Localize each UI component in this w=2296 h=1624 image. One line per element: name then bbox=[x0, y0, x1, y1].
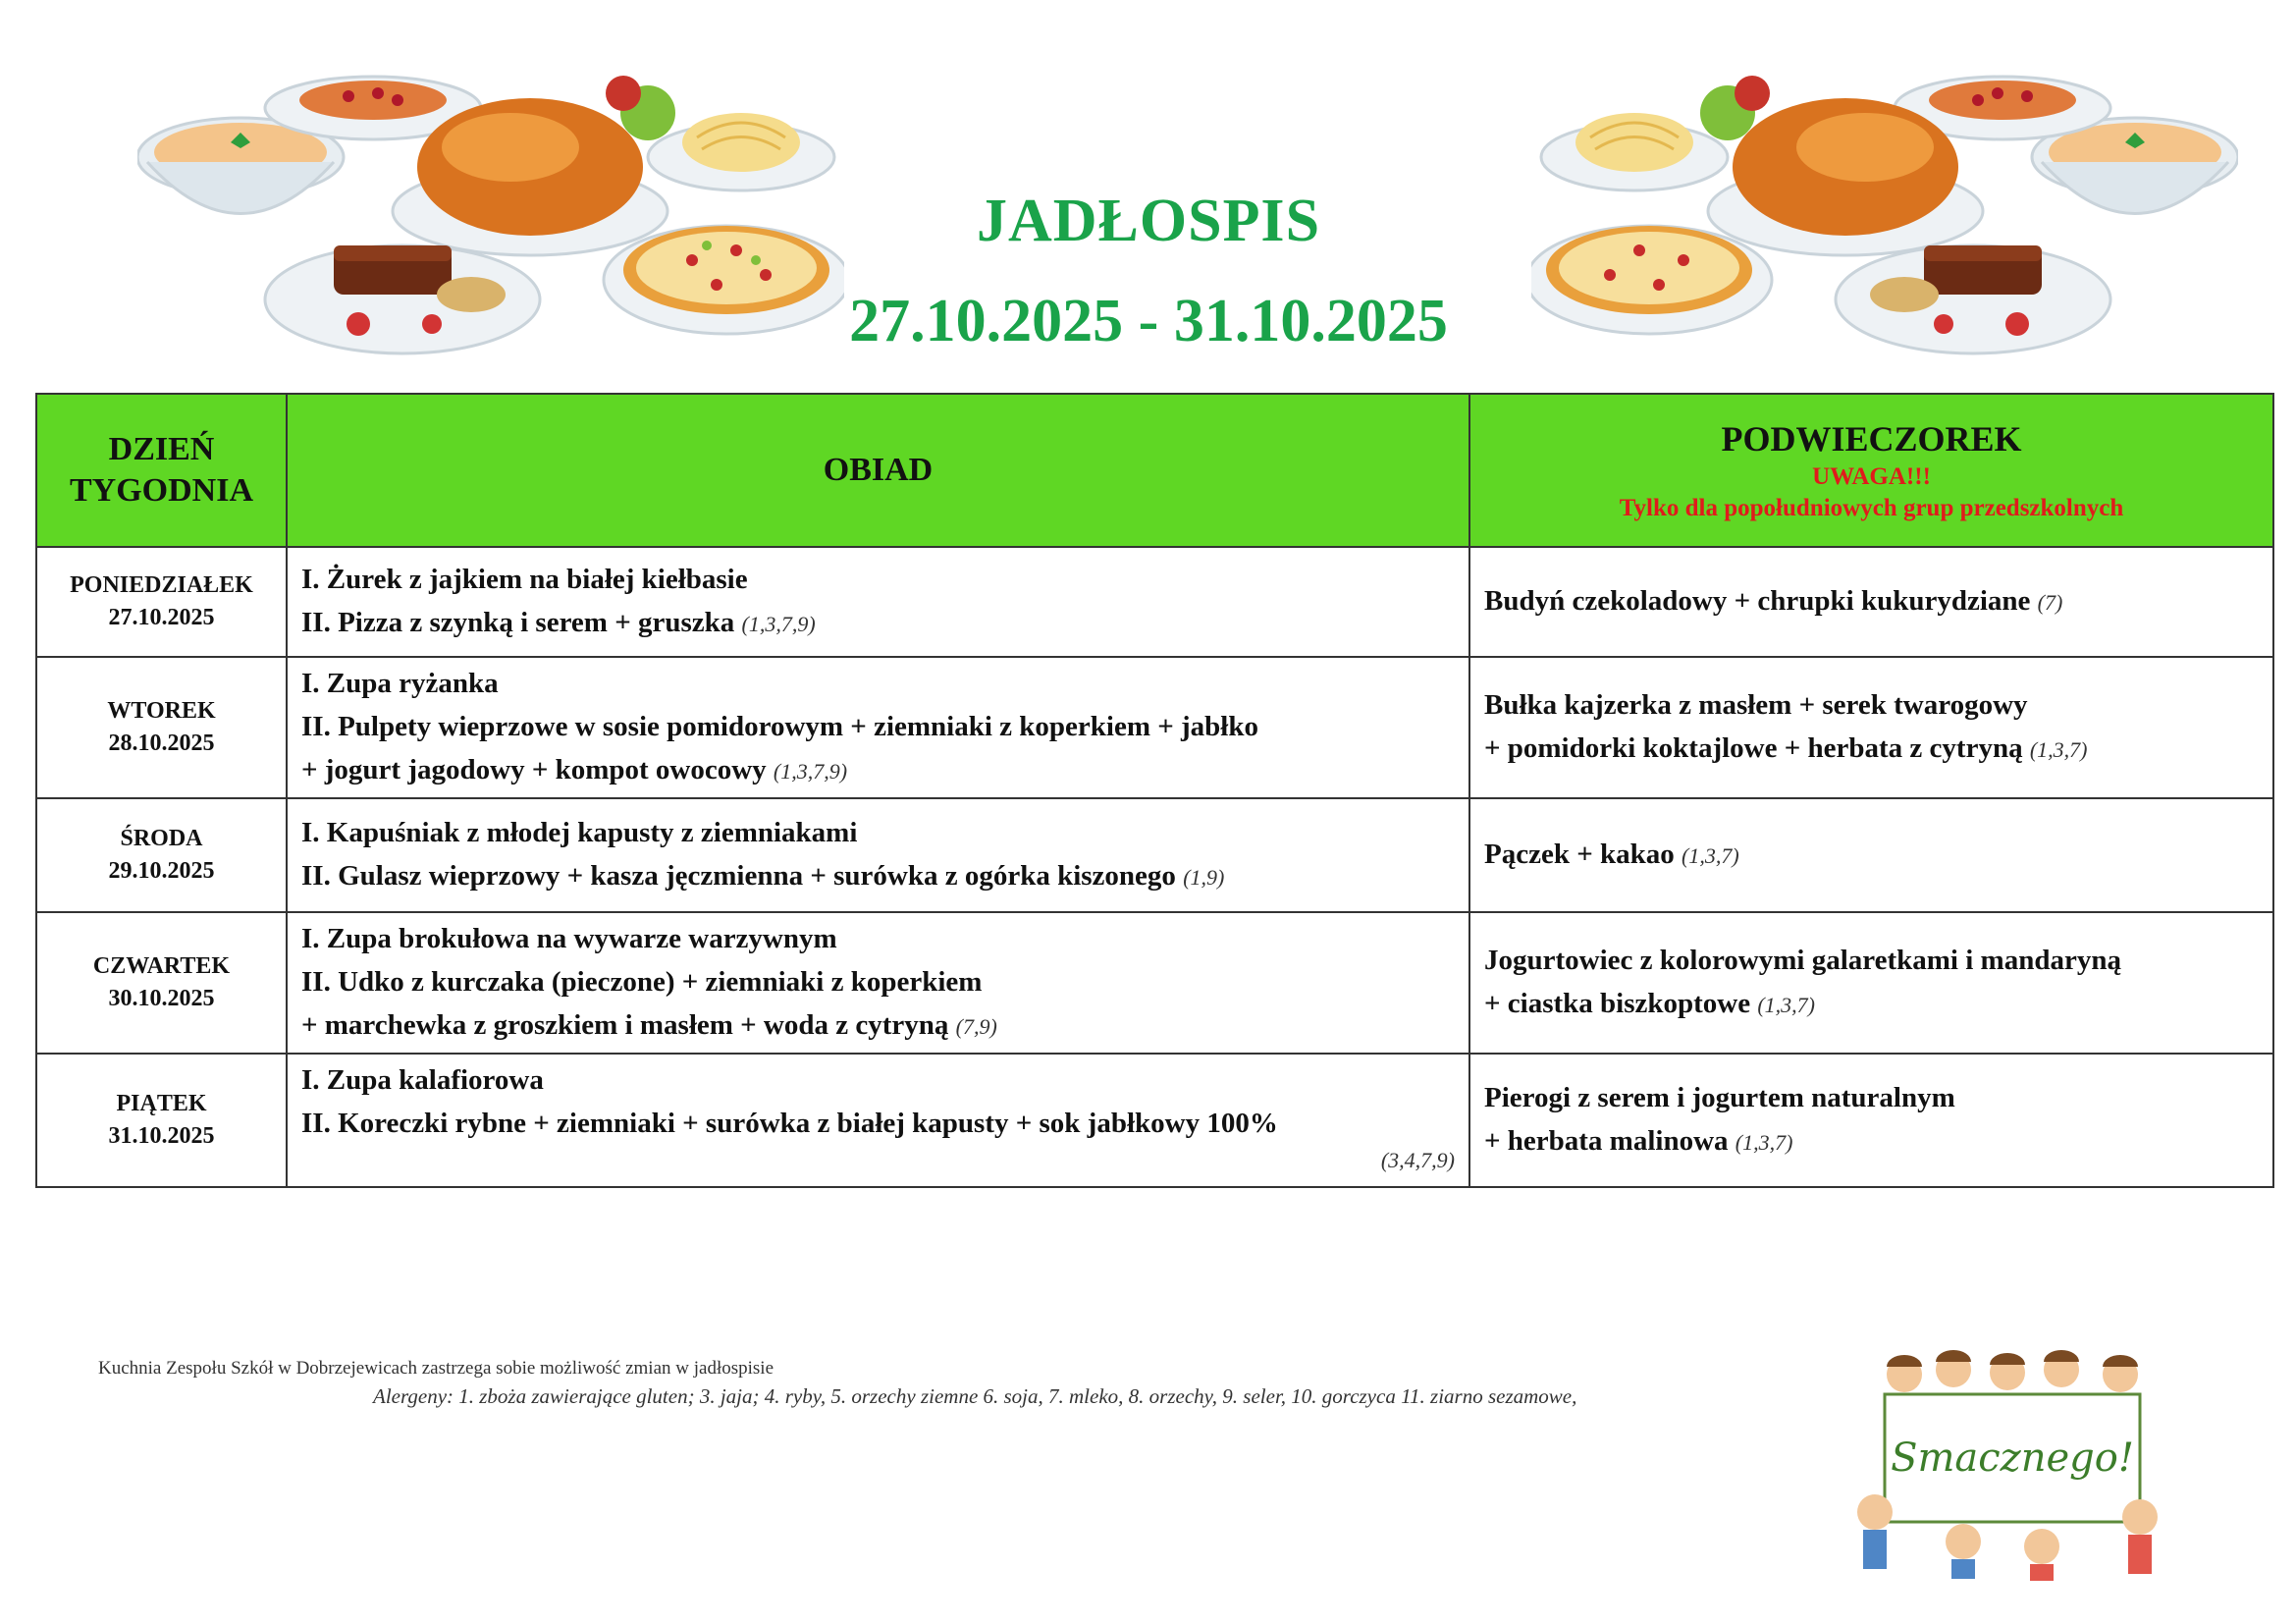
lunch-text: I. Zupa brokułowa na wywarze warzywnym bbox=[301, 923, 837, 954]
lunch-line bbox=[301, 705, 1455, 748]
lunch-text: II. Pulpety wieprzowe w sosie pomidorowym + ziemniaki z koperkiem + jabłko bbox=[301, 711, 1258, 742]
snack-cell bbox=[1469, 657, 2273, 798]
lunch-line bbox=[301, 1003, 1455, 1049]
day-cell bbox=[36, 912, 287, 1054]
lunch-cell bbox=[287, 1054, 1469, 1187]
day-date: 31.10.2025 bbox=[108, 1123, 215, 1149]
lunch-cell bbox=[287, 912, 1469, 1054]
lunch-allergens: (1,3,7,9) bbox=[773, 759, 848, 784]
lunch-line bbox=[301, 811, 1455, 854]
smacznego-kids-illustration bbox=[1845, 1345, 2179, 1581]
snack-line bbox=[1484, 833, 2259, 878]
lunch-line bbox=[301, 917, 1455, 960]
lunch-cell bbox=[287, 798, 1469, 912]
lunch-allergens: (3,4,7,9) bbox=[1380, 1148, 1455, 1172]
snack-line bbox=[1484, 727, 2259, 772]
lunch-line bbox=[301, 558, 1455, 601]
lunch-text: II. Udko z kurczaka (pieczone) + ziemniaki z koperkiem bbox=[301, 966, 983, 998]
lunch-text: I. Zupa kalafiorowa bbox=[301, 1064, 544, 1096]
smacznego-text: Smacznego! bbox=[1891, 1435, 2134, 1481]
day-cell bbox=[36, 547, 287, 657]
menu-row bbox=[36, 1054, 2273, 1187]
spaghetti-plate-icon bbox=[648, 113, 834, 190]
day-date: 28.10.2025 bbox=[108, 731, 215, 756]
snack-text: Jogurtowiec z kolorowymi galaretkami i mandaryną bbox=[1484, 945, 2121, 976]
snack-allergens: (1,3,7) bbox=[1682, 843, 1739, 868]
day-name: WTOREK bbox=[107, 698, 216, 724]
lunch-line bbox=[301, 748, 1455, 793]
day-date: 29.10.2025 bbox=[108, 858, 215, 884]
menu-body bbox=[36, 547, 2273, 1187]
lunch-line bbox=[301, 854, 1455, 899]
day-date: 27.10.2025 bbox=[108, 605, 215, 630]
header-snack-note: Tylko dla popołudniowych grup przedszkolnych bbox=[1619, 495, 2124, 521]
snack-line bbox=[1484, 1119, 2259, 1164]
snack-cell bbox=[1469, 1054, 2273, 1187]
footer-note: Kuchnia Zespołu Szkół w Dobrzejewicach zastrzega sobie możliwość zmian w jadłospisie bbox=[98, 1358, 774, 1379]
lunch-text: II. Pizza z szynką i serem + gruszka bbox=[301, 607, 742, 638]
lunch-cell bbox=[287, 547, 1469, 657]
menu-row bbox=[36, 657, 2273, 798]
snack-text: + ciastka biszkoptowe bbox=[1484, 988, 1758, 1019]
food-illustration-right bbox=[1531, 39, 2238, 363]
snack-allergens: (1,3,7) bbox=[1757, 993, 1816, 1017]
day-name: CZWARTEK bbox=[92, 953, 231, 979]
lunch-line bbox=[301, 601, 1455, 646]
snack-cell bbox=[1469, 547, 2273, 657]
lunch-allergens: (7,9) bbox=[955, 1014, 997, 1039]
steak-plate-icon bbox=[265, 245, 540, 353]
menu-header-row bbox=[36, 394, 2273, 547]
day-name: PIĄTEK bbox=[116, 1091, 207, 1116]
day-name: ŚRODA bbox=[120, 826, 203, 851]
snack-cell bbox=[1469, 798, 2273, 912]
snack-cell bbox=[1469, 912, 2273, 1054]
lunch-line bbox=[301, 1058, 1455, 1102]
day-name: PONIEDZIAŁEK bbox=[70, 572, 253, 598]
header-day-line1: DZIEŃ bbox=[108, 431, 215, 467]
lunch-line bbox=[301, 960, 1455, 1003]
day-cell bbox=[36, 1054, 287, 1187]
day-cell bbox=[36, 798, 287, 912]
snack-text: Pierogi z serem i jogurtem naturalnym bbox=[1484, 1082, 1955, 1113]
lunch-text: II. Gulasz wieprzowy + kasza jęczmienna + surówka z ogórka kiszonego bbox=[301, 860, 1184, 892]
snack-allergens: (1,3,7) bbox=[2029, 737, 2088, 762]
lunch-allergens: (1,3,7,9) bbox=[741, 612, 816, 636]
snack-line bbox=[1484, 683, 2259, 727]
snack-line bbox=[1484, 579, 2259, 624]
page-title: JADŁOSPIS bbox=[976, 188, 1321, 254]
snack-text: + pomidorki koktajlowe + herbata z cytryną bbox=[1484, 732, 2030, 764]
snack-line bbox=[1484, 939, 2259, 982]
snack-allergens: (7) bbox=[2037, 590, 2063, 615]
menu-row bbox=[36, 547, 2273, 657]
steak-plate-icon bbox=[1836, 245, 2110, 353]
day-cell bbox=[36, 657, 287, 798]
spaghetti-plate-icon bbox=[1541, 113, 1728, 190]
lunch-allergens: (1,9) bbox=[1183, 865, 1225, 890]
header-snack-title: PODWIECZOREK bbox=[1721, 419, 2022, 459]
lunch-text: + jogurt jagodowy + kompot owocowy bbox=[301, 754, 774, 785]
lunch-text: + marchewka z groszkiem i masłem + woda z cytryną bbox=[301, 1009, 956, 1041]
header-day bbox=[36, 394, 287, 547]
lunch-text: I. Kapuśniak z młodej kapusty z ziemniakami bbox=[301, 817, 858, 848]
lunch-text: II. Koreczki rybne + ziemniaki + surówka z białej kapusty + sok jabłkowy 100% bbox=[301, 1108, 1278, 1139]
header-snack-warning: UWAGA!!! bbox=[1812, 463, 1931, 490]
allergen-legend: Alergeny: 1. zboża zawierające gluten; 3. jaja; 4. ryby, 5. orzechy ziemne 6. soja, 7. mleko, 8. orzechy, 9. seler, 10. gorczyca 11. ziarno sezamowe, bbox=[373, 1384, 1577, 1408]
snack-line bbox=[1484, 982, 2259, 1027]
lunch-text: I. Żurek z jajkiem na białej kiełbasie bbox=[301, 564, 748, 595]
snack-text: Budyń czekoladowy + chrupki kukurydziane bbox=[1484, 585, 2038, 617]
snack-text: Bułka kajzerka z masłem + serek twarogowy bbox=[1484, 689, 2028, 721]
snack-text: Pączek + kakao bbox=[1484, 839, 1682, 870]
snack-allergens: (1,3,7) bbox=[1735, 1130, 1793, 1155]
lunch-cell bbox=[287, 657, 1469, 798]
menu-row bbox=[36, 912, 2273, 1054]
day-date: 30.10.2025 bbox=[108, 986, 215, 1011]
header-snack bbox=[1469, 394, 2273, 547]
header-day-line2: TYGODNIA bbox=[69, 472, 254, 509]
menu-row bbox=[36, 798, 2273, 912]
lunch-line bbox=[301, 662, 1455, 705]
date-range: 27.10.2025 - 31.10.2025 bbox=[849, 288, 1448, 354]
lunch-text: I. Zupa ryżanka bbox=[301, 668, 499, 699]
header-lunch: OBIAD bbox=[287, 394, 1469, 547]
snack-text: + herbata malinowa bbox=[1484, 1125, 1735, 1157]
snack-line bbox=[1484, 1076, 2259, 1119]
menu-table bbox=[35, 393, 2274, 1188]
